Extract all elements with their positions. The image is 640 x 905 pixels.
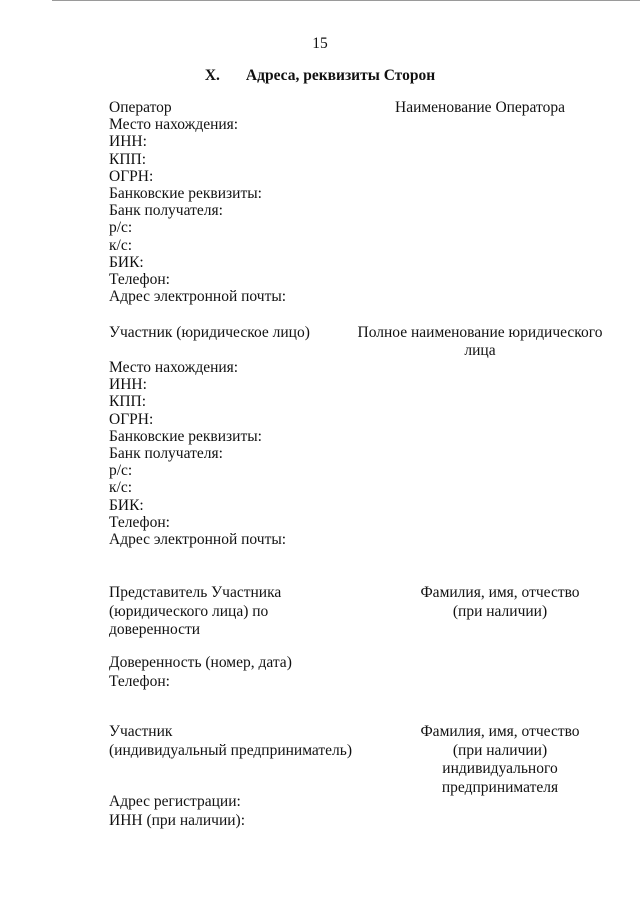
participant-legal-field: Место нахождения: (109, 359, 239, 376)
participant-legal-field: Банковские реквизиты: (109, 427, 262, 445)
operator-field: ИНН: (109, 133, 147, 151)
representative-fields (109, 654, 292, 691)
participant-ip-name-placeholder (400, 723, 600, 797)
operator-field: Банк получателя: (109, 202, 223, 220)
participant-legal-field: Адрес электронной почты: (109, 530, 287, 548)
participant-ip-name-line: индивидуального (442, 760, 558, 777)
operator-field: ОГРН: (109, 167, 154, 185)
representative-label-line: доверенности (109, 621, 201, 638)
page-top-edge (52, 0, 640, 1)
operator-label: Оператор (109, 99, 172, 116)
participant-legal-fields (109, 359, 286, 548)
page-number: 15 (312, 35, 328, 52)
operator-field: Банковские реквизиты: (109, 184, 262, 202)
participant-legal-field: р/с: (109, 462, 133, 480)
operator-field: к/с: (109, 236, 133, 254)
representative-name-line: Фамилия, имя, отчество (420, 584, 580, 601)
operator-name-placeholder: Наименование Оператора (395, 99, 565, 116)
participant-legal-field: ОГРН: (109, 410, 154, 428)
participant-legal-field: Телефон: (109, 513, 170, 531)
operator-field: Телефон: (109, 270, 170, 288)
representative-name-placeholder (400, 584, 600, 621)
operator-block (109, 99, 286, 305)
participant-legal-label: Участник (юридическое лицо) (109, 324, 310, 341)
participant-legal-field: КПП: (109, 393, 147, 411)
participant-ip-label-block (109, 723, 352, 760)
section-number: X. (204, 67, 220, 84)
participant-legal-field: Банк получателя: (109, 444, 223, 462)
representative-label-line: (юридического лица) по (109, 602, 269, 620)
representative-name-line: (при наличии) (452, 602, 548, 620)
operator-field: КПП: (109, 150, 147, 168)
participant-ip-fields (109, 793, 245, 830)
participant-ip-name-line: предпринимателя (441, 778, 559, 796)
participant-ip-field: Адрес регистрации: (109, 793, 241, 810)
participant-ip-name-line: Фамилия, имя, отчество (420, 723, 580, 740)
participant-legal-name-line: лица (464, 341, 496, 359)
participant-ip-name-line: (при наличии) (452, 741, 548, 759)
participant-legal-field: к/с: (109, 479, 133, 497)
participant-ip-label-line: Участник (109, 723, 173, 740)
participant-legal-label-block (109, 324, 310, 341)
operator-field: р/с: (109, 219, 133, 237)
section-title: Адреса, реквизиты Сторон (245, 67, 436, 84)
representative-field: Телефон: (109, 672, 170, 690)
participant-ip-label-line: (индивидуальный предприниматель) (109, 741, 353, 759)
representative-label-line: Представитель Участника (109, 584, 282, 601)
participant-legal-name-placeholder (355, 324, 605, 359)
participant-legal-field: БИК: (109, 496, 144, 514)
operator-field: Адрес электронной почты: (109, 288, 287, 306)
participant-legal-name-line: Полное наименование юридического (357, 324, 603, 341)
participant-legal-field: ИНН: (109, 376, 147, 394)
operator-field: Место нахождения: (109, 116, 239, 134)
operator-field: БИК: (109, 253, 144, 271)
representative-label-block (109, 584, 281, 640)
representative-field: Доверенность (номер, дата) (109, 654, 292, 671)
section-heading (0, 67, 640, 85)
participant-ip-field: ИНН (при наличии): (109, 811, 246, 829)
